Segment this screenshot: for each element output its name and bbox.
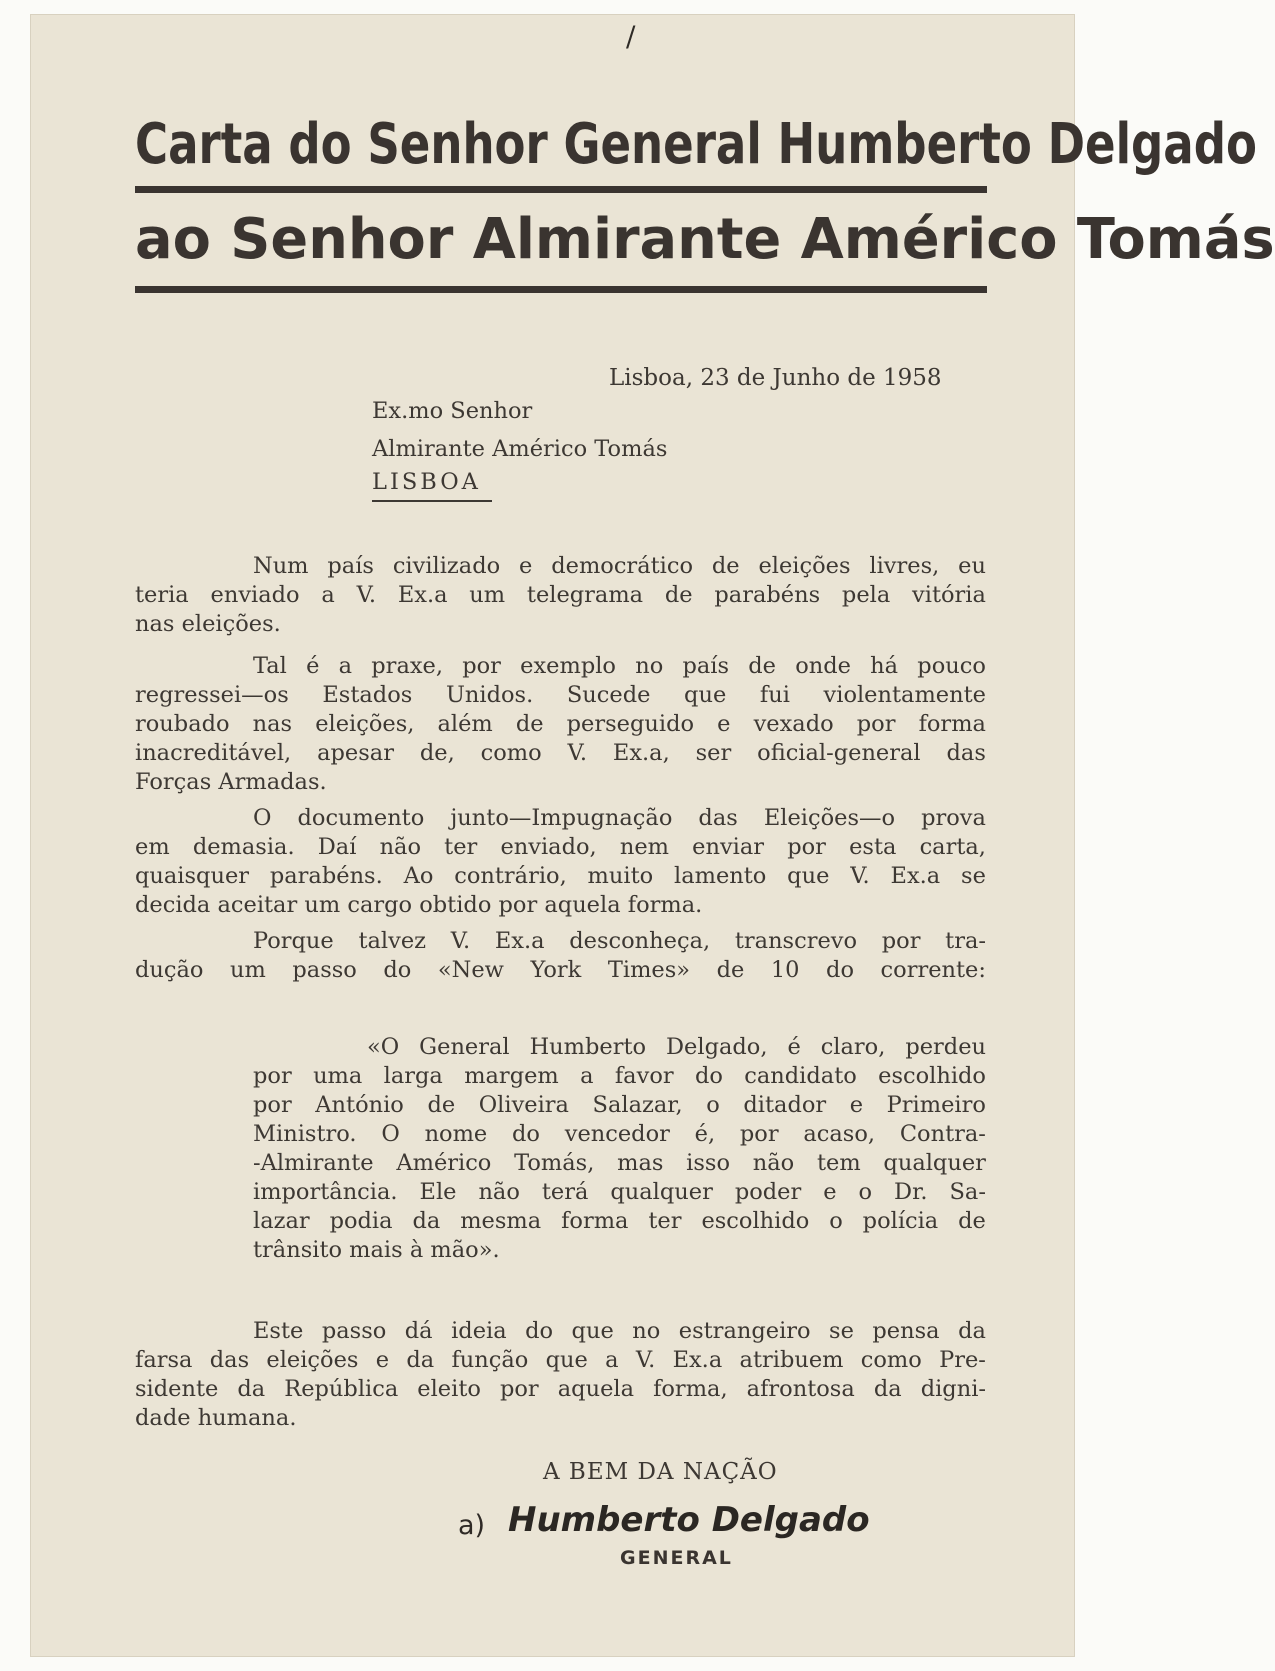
closing-line-3: sidente da República eleito por aquela forma, afrontosa da digni- (135, 1376, 986, 1402)
body-line-2: teria enviado a V. Ex.a um telegrama de parabéns pela vitória (135, 582, 986, 608)
body-line-4: Tal é a praxe, por exemplo no país de onde há pouco (253, 653, 986, 679)
motto: A BEM DA NAÇÃO (543, 1459, 778, 1485)
letter-date: Lisboa, 23 de Junho de 1958 (609, 365, 942, 391)
address-line-1 (372, 397, 532, 426)
address-salutation: Ex.mo Senhor (372, 398, 533, 424)
title-rule-2 (135, 286, 987, 293)
quote-line-1: «O General Humberto Delgado, é claro, perdeu (367, 1034, 986, 1060)
signature-rank: GENERAL (620, 1547, 733, 1569)
body-line-10: em demasia. Daí não ter enviado, nem enviar por esta carta, (135, 834, 986, 860)
body-line-11: quaisquer parabéns. Ao contrário, muito lamento que V. Ex.a se (135, 863, 986, 889)
body-line-9: O documento junto—Impugnação das Eleições—o prova (253, 805, 986, 831)
closing-line-1: Este passo dá ideia do que no estrangeiro se pensa da (253, 1318, 986, 1344)
address-line-2: Almirante Américo Tomás (372, 436, 668, 462)
quote-line-6: importância. Ele não terá qualquer poder e o Dr. Sa- (253, 1179, 986, 1205)
body-line-14: dução um passo do «New York Times» de 10 do corrente: (135, 957, 986, 983)
title-line-2: ao Senhor Almirante Américo Tomás (135, 207, 1275, 272)
quote-line-8: trânsito mais à mão». (253, 1237, 500, 1263)
body-line-8: Forças Armadas. (135, 769, 327, 795)
address-underline (372, 500, 492, 502)
signature-prefix: a) (458, 1510, 486, 1541)
signature-name: Humberto Delgado (508, 1500, 870, 1540)
body-line-3: nas eleições. (135, 611, 281, 637)
body-line-13: Porque talvez V. Ex.a desconheça, transcrevo por tra- (253, 928, 986, 954)
title-line-1: Carta do Senhor General Humberto Delgado (135, 112, 1257, 177)
body-line-5: regressei—os Estados Unidos. Sucede que fui violentamente (135, 682, 986, 708)
address-line-3: LISBOA (372, 469, 481, 495)
quote-line-4: Ministro. O nome do vencedor é, por acaso, Contra- (253, 1121, 986, 1147)
top-mark: / (626, 20, 636, 53)
quote-line-7: lazar podia da mesma forma ter escolhido o polícia de (253, 1208, 986, 1234)
quote-line-5: -Almirante Américo Tomás, mas isso não tem qualquer (253, 1150, 986, 1176)
body-line-12: decida aceitar um cargo obtido por aquela forma. (135, 892, 703, 918)
quote-line-2: por uma larga margem a favor do candidato escolhido (253, 1063, 986, 1089)
title-rule-1 (135, 186, 987, 193)
closing-line-4: dade humana. (135, 1405, 297, 1431)
body-line-6: roubado nas eleições, além de perseguido e vexado por forma (135, 711, 986, 737)
body-line-1: Num país civilizado e democrático de eleições livres, eu (253, 553, 986, 579)
body-line-7: inacreditável, apesar de, como V. Ex.a, ser oficial-general das (135, 740, 986, 766)
quote-line-3: por António de Oliveira Salazar, o ditador e Primeiro (253, 1092, 986, 1118)
closing-line-2: farsa das eleições e da função que a V. Ex.a atribuem como Pre- (135, 1347, 986, 1373)
